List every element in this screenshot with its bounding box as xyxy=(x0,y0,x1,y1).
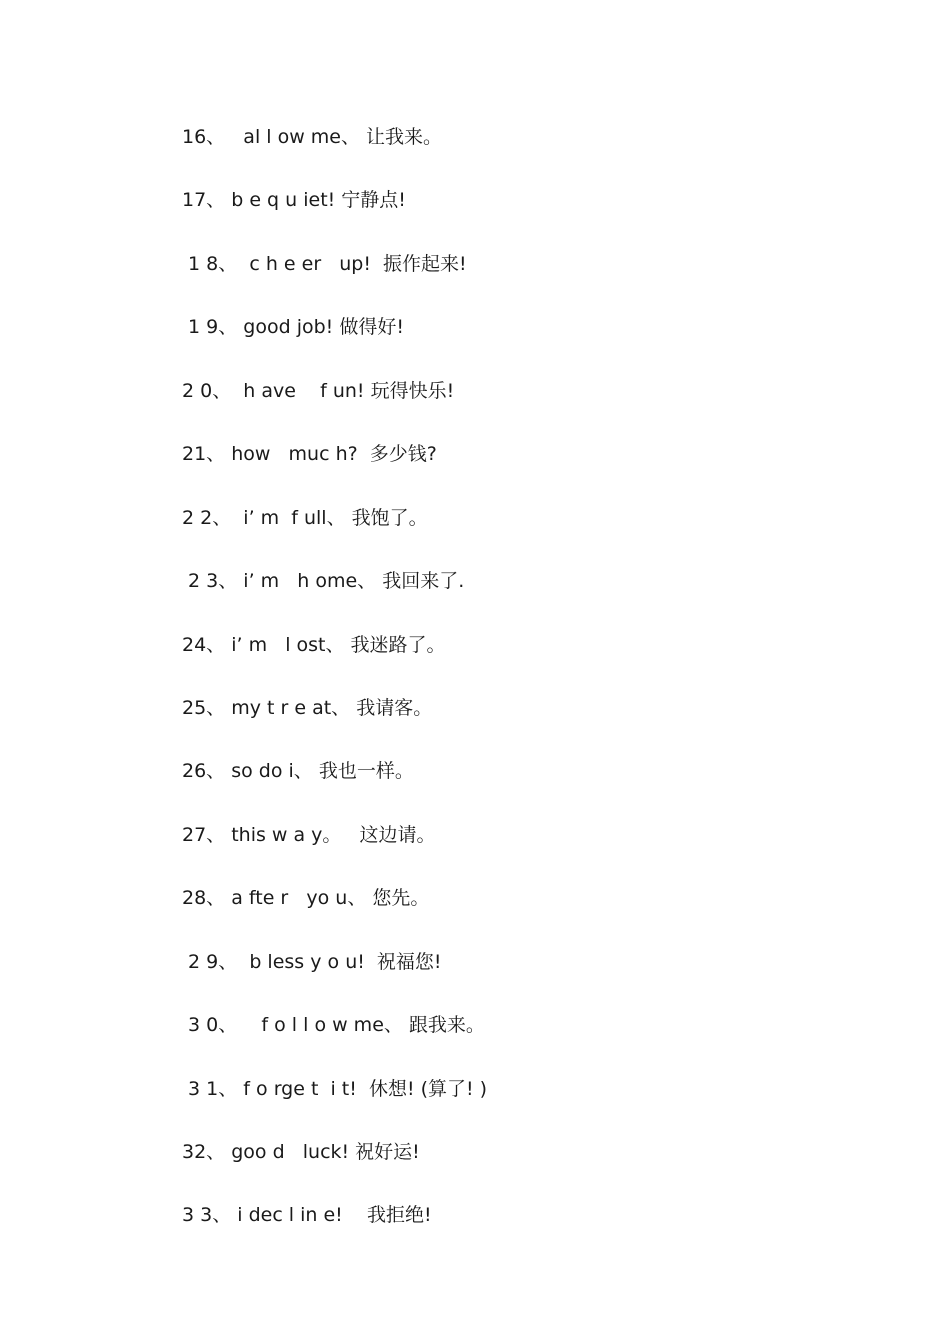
phrase-line-33: 3 3、 i dec l in e! 我拒绝! xyxy=(182,1204,432,1227)
phrase-line-18: 1 8、 c h e er up! 振作起来! xyxy=(182,252,467,275)
phrase-line-16: 16、 al l ow me、 让我来。 xyxy=(182,126,443,148)
phrase-line-17: 17、 b e q u iet! 宁静点! xyxy=(182,189,406,212)
phrase-line-30: 3 0、 f o l l o w me、 跟我来。 xyxy=(182,1014,485,1037)
phrase-line-32: 32、 goo d luck! 祝好运! xyxy=(182,1141,420,1163)
phrase-line-21: 21、 how muc h? 多少钱? xyxy=(182,443,437,466)
phrase-line-26: 26、 so do i、 我也一样。 xyxy=(182,760,414,783)
phrase-list xyxy=(182,122,487,1264)
phrase-line-23: 2 3、 i’ m h ome、 我回来了. xyxy=(182,570,465,593)
phrase-line-20: 2 0、 h ave f un! 玩得快乐! xyxy=(182,379,455,402)
phrase-line-28: 28、 a fte r yo u、 您先。 xyxy=(182,887,430,910)
phrase-line-22: 2 2、 i’ m f ull、 我饱了。 xyxy=(182,506,428,529)
phrase-line-24: 24、 i’ m l ost、 我迷路了。 xyxy=(182,633,446,656)
phrase-line-29: 2 9、 b less y o u! 祝福您! xyxy=(182,950,442,973)
phrase-line-27: 27、 this w a y。 这边请。 xyxy=(182,823,436,846)
phrase-line-25: 25、 my t r e at、 我请客。 xyxy=(182,696,433,719)
phrase-line-19: 1 9、 good job! 做得好! xyxy=(182,316,404,339)
phrase-line-31: 3 1、 f o rge t i t! 休想! (算了! ) xyxy=(182,1077,488,1100)
